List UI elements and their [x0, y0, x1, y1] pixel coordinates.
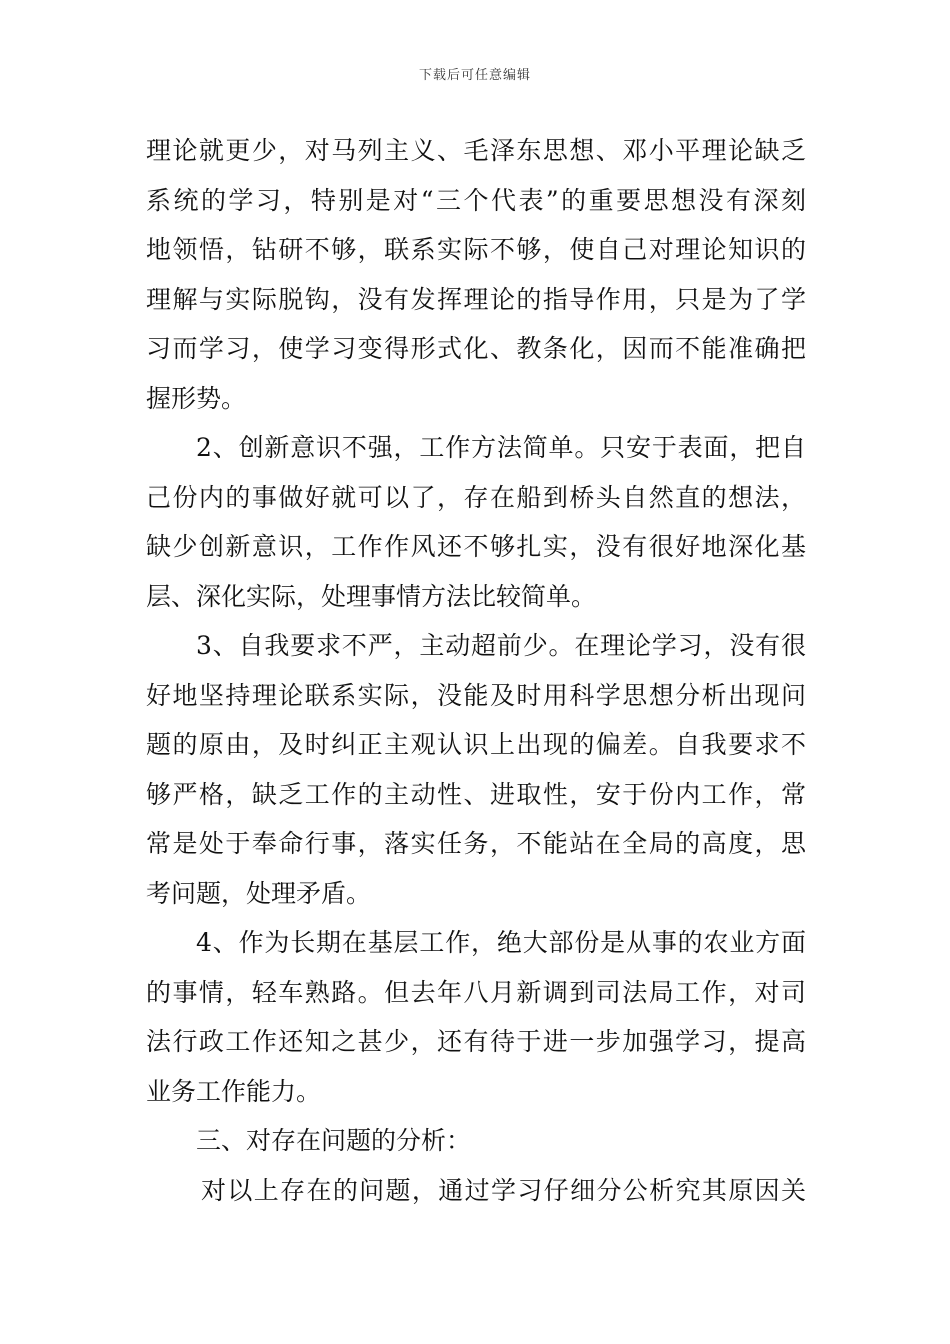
text-line: 理解与实际脱钩，没有发挥理论的指导作用，只是为了学 [146, 284, 806, 314]
text-line: 考问题，处理矛盾。 [146, 878, 372, 908]
text-line: 法行政工作还知之甚少，还有待于进一步加强学习，提高 [146, 1027, 806, 1056]
text-line: 己份内的事做好就可以了，存在船到桥头自然直的想法， [146, 482, 806, 512]
text-line: 的事情，轻车熟路。但去年八月新调到司法局工作，对司 [146, 977, 806, 1007]
text-line: 理论就更少，对马列主义、毛泽东思想、邓小平理论缺乏 [146, 136, 806, 165]
text-line: 缺少创新意识，工作作风还不够扎实，没有很好地深化基 [146, 532, 806, 561]
text-line: 系统的学习，特别是对“三个代表”的重要思想没有深刻 [146, 185, 806, 215]
text-line: 常是处于奉命行事，落实任务，不能站在全局的高度，思 [146, 829, 806, 858]
text-line: 习而学习，使学习变得形式化、教条化，因而不能准确把 [146, 334, 806, 363]
text-line: 好地坚持理论联系实际，没能及时用科学思想分析出现问 [146, 680, 806, 710]
text-line: 层、深化实际，处理事情方法比较简单。 [146, 581, 597, 611]
document-body [146, 126, 806, 1215]
paragraph-start-line: 2、创新意识不强，工作方法简单。只安于表面，把自 [196, 433, 806, 462]
text-line: 握形势。 [146, 383, 247, 413]
text-line: 地领悟，钻研不够，联系实际不够，使自己对理论知识的 [146, 235, 806, 264]
text-line: 题的原由，及时纠正主观认识上出现的偏差。自我要求不 [146, 730, 806, 759]
paragraph-start-line: 对以上存在的问题，通过学习仔细分公析究其原因关 [201, 1175, 806, 1205]
section-heading: 三、对存在问题的分析： [196, 1126, 472, 1155]
text-line: 业务工作能力。 [146, 1076, 322, 1106]
page-header: 下载后可任意编辑 [418, 68, 531, 83]
paragraph-start-line: 4、作为长期在基层工作，绝大部份是从事的农业方面 [196, 928, 806, 957]
paragraph-start-line: 3、自我要求不严，主动超前少。在理论学习，没有很 [196, 631, 806, 660]
text-line: 够严格，缺乏工作的主动性、进取性，安于份内工作，常 [146, 779, 806, 809]
